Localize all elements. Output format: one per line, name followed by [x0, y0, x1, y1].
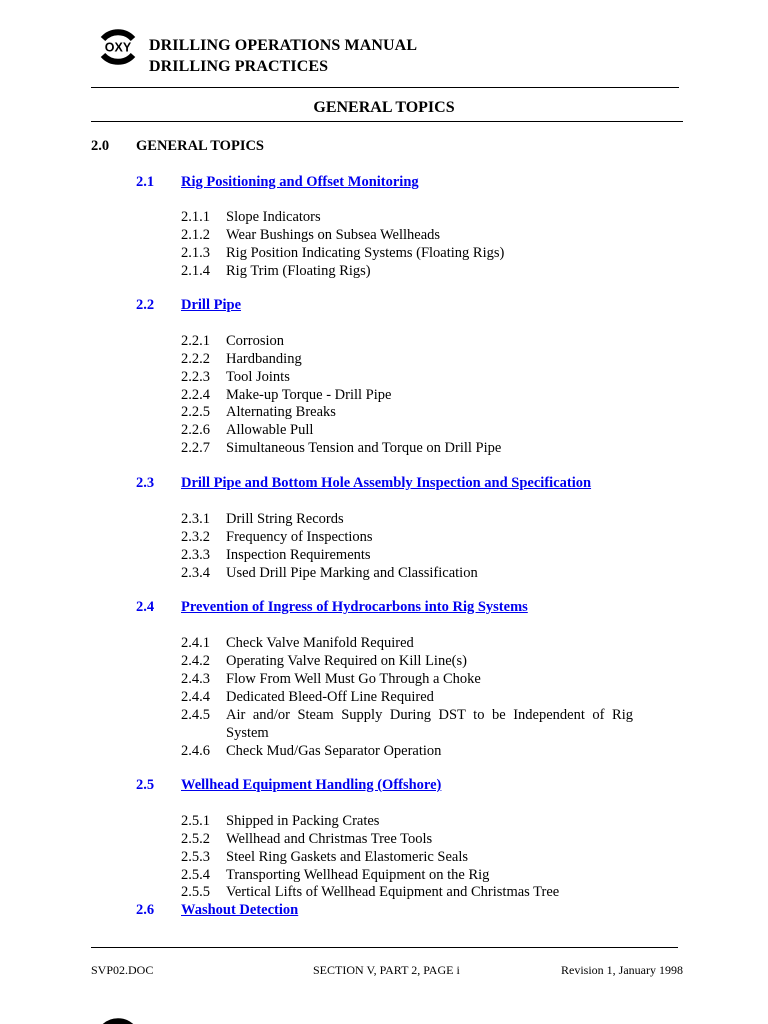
- list-item: [181, 546, 371, 564]
- list-item: [181, 848, 468, 866]
- item-number: 2.2.3: [181, 369, 210, 385]
- item-number: 2.2.6: [181, 422, 210, 438]
- item-text: Frequency of Inspections: [226, 529, 373, 545]
- section-title: Rig Positioning and Offset Monitoring: [181, 174, 419, 190]
- list-item: [181, 262, 371, 280]
- item-text: Corrosion: [226, 333, 284, 349]
- item-text: Shipped in Packing Crates: [226, 813, 380, 829]
- item-text: Air and/or Steam Supply During DST to be Independent of Rig System: [226, 707, 633, 741]
- manual-subtitle: DRILLING PRACTICES: [149, 58, 329, 75]
- item-number: 2.4.6: [181, 743, 210, 759]
- oxy-logo: [93, 22, 143, 72]
- logo-text: OXY: [104, 40, 132, 55]
- section-number: 2.2: [136, 297, 155, 313]
- item-number: 2.5.4: [181, 867, 210, 883]
- item-number: 2.1.3: [181, 245, 210, 261]
- list-item: [181, 528, 373, 546]
- item-number: 2.5.5: [181, 884, 210, 900]
- section-number: 2.4: [136, 599, 155, 615]
- list-item: [181, 883, 559, 901]
- item-text: Simultaneous Tension and Torque on Drill Pipe: [226, 440, 502, 456]
- list-item: [181, 634, 414, 652]
- item-text: Flow From Well Must Go Through a Choke: [226, 671, 481, 687]
- list-item: [181, 706, 633, 742]
- item-text: Tool Joints: [226, 369, 290, 385]
- item-number: 2.4.2: [181, 653, 210, 669]
- section-link[interactable]: [136, 475, 591, 492]
- item-text: Drill String Records: [226, 511, 344, 527]
- list-item: [181, 368, 290, 386]
- item-text: Check Valve Manifold Required: [226, 635, 414, 651]
- item-text: Vertical Lifts of Wellhead Equipment and Christmas Tree: [226, 884, 560, 900]
- item-text: Steel Ring Gaskets and Elastomeric Seals: [226, 849, 469, 865]
- oxy-logo-next-page: [93, 1013, 143, 1024]
- item-text: Hardbanding: [226, 351, 302, 367]
- item-number: 2.2.4: [181, 387, 210, 403]
- list-item: [181, 439, 501, 457]
- item-number: 2.1.1: [181, 209, 210, 225]
- item-number: 2.2.5: [181, 404, 210, 420]
- list-item: [181, 386, 391, 404]
- section-number: 2.1: [136, 174, 155, 190]
- footer-revision: Revision 1, January 1998: [561, 963, 683, 977]
- item-number: 2.2.1: [181, 333, 210, 349]
- item-number: 2.5.1: [181, 813, 210, 829]
- item-text: Check Mud/Gas Separator Operation: [226, 743, 442, 759]
- list-item: [181, 670, 481, 688]
- item-text: Wear Bushings on Subsea Wellheads: [226, 227, 441, 243]
- item-text: Rig Trim (Floating Rigs): [226, 263, 371, 279]
- item-text: Wellhead and Christmas Tree Tools: [226, 831, 433, 847]
- main-section-title: GENERAL TOPICS: [136, 138, 264, 154]
- list-item: [181, 350, 302, 368]
- item-number: 2.2.7: [181, 440, 210, 456]
- item-number: 2.5.2: [181, 831, 210, 847]
- item-number: 2.3.4: [181, 565, 210, 581]
- list-item: [181, 421, 313, 439]
- item-number: 2.5.3: [181, 849, 210, 865]
- section-title: Washout Detection: [181, 902, 299, 918]
- list-item: [181, 332, 284, 350]
- item-number: 2.3.2: [181, 529, 210, 545]
- page-title: GENERAL TOPICS: [313, 99, 455, 116]
- item-number: 2.1.4: [181, 263, 210, 279]
- section-link[interactable]: [136, 599, 528, 616]
- item-text: Dedicated Bleed-Off Line Required: [226, 689, 434, 705]
- list-item: [181, 652, 467, 670]
- item-number: 2.3.1: [181, 511, 210, 527]
- item-number: 2.4.1: [181, 635, 210, 651]
- list-item: [181, 226, 440, 244]
- section-title: Prevention of Ingress of Hydrocarbons into Rig Systems: [181, 599, 528, 615]
- list-item: [181, 812, 379, 830]
- section-number: 2.3: [136, 475, 155, 491]
- section-title: Drill Pipe and Bottom Hole Assembly Inspection and Specification: [181, 475, 592, 491]
- item-number: 2.1.2: [181, 227, 210, 243]
- main-section-number: 2.0: [91, 138, 110, 154]
- item-text: Operating Valve Required on Kill Line(s): [226, 653, 467, 669]
- section-link[interactable]: [136, 297, 241, 314]
- item-number: 2.4.4: [181, 689, 210, 705]
- item-number: 2.2.2: [181, 351, 210, 367]
- footer-rule: [91, 947, 678, 948]
- section-link[interactable]: [136, 902, 298, 919]
- section-title: Wellhead Equipment Handling (Offshore): [181, 777, 442, 793]
- list-item: [181, 403, 336, 421]
- list-item: [181, 510, 344, 528]
- item-text: Inspection Requirements: [226, 547, 371, 563]
- item-number: 2.4.3: [181, 671, 210, 687]
- item-text: Used Drill Pipe Marking and Classification: [226, 565, 478, 581]
- section-number: 2.6: [136, 902, 155, 918]
- list-item: [181, 830, 432, 848]
- list-item: [181, 688, 434, 706]
- list-item: [181, 244, 504, 262]
- list-item: [181, 742, 441, 760]
- section-title: Drill Pipe: [181, 297, 242, 313]
- item-number: 2.3.3: [181, 547, 210, 563]
- section-link[interactable]: [136, 777, 441, 794]
- list-item: [181, 208, 321, 226]
- item-text: Rig Position Indicating Systems (Floating Rigs): [226, 245, 505, 261]
- header-rule-bottom: [91, 121, 683, 122]
- footer-filename: SVP02.DOC: [91, 963, 154, 977]
- item-text: Transporting Wellhead Equipment on the Rig: [226, 867, 490, 883]
- list-item: [181, 564, 478, 582]
- item-text: Slope Indicators: [226, 209, 321, 225]
- item-number: 2.4.5: [181, 707, 210, 723]
- footer-page-ref: SECTION V, PART 2, PAGE i: [313, 963, 460, 977]
- manual-title: DRILLING OPERATIONS MANUAL: [149, 37, 418, 54]
- list-item: [181, 866, 489, 884]
- section-number: 2.5: [136, 777, 155, 793]
- section-link[interactable]: [136, 174, 419, 191]
- header-rule-top: [91, 87, 679, 88]
- item-text: Allowable Pull: [226, 422, 314, 438]
- item-text: Alternating Breaks: [226, 404, 336, 420]
- item-text: Make-up Torque - Drill Pipe: [226, 387, 392, 403]
